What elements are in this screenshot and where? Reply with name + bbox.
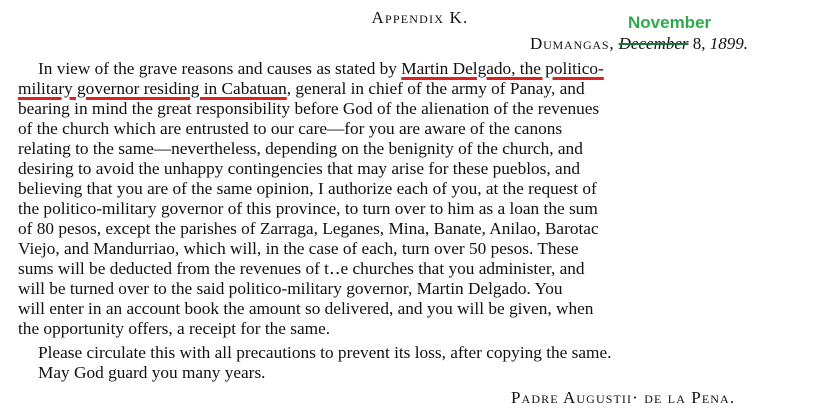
text-line-7: believing that you are of the same opinion, I authorize each of you, at the request of [18, 179, 597, 198]
text-line-1 [38, 59, 604, 79]
handwritten-annotation: November [628, 13, 712, 32]
text-line-6: desiring to avoid the unhappy contingencies that may arise for these pueblos, and [18, 159, 580, 178]
text-line-4: of the church which are entrusted to our care—for you are aware of the canons [18, 119, 563, 138]
text-line-16: May God guard you many years. [38, 363, 266, 382]
signature: Padre Augustiı· de la Pena. [511, 388, 736, 407]
text-line-8: the politico-military governor of this province, to turn over to him as a loan the sum [18, 199, 598, 218]
text-line-10: Viejo, and Mandurriao, which will, in the case of each, turn over 50 pesos. These [18, 239, 579, 258]
text-line-11: sums will be deducted from the revenues of t‥e churches that you administer, and [18, 259, 585, 278]
text-line-12: will be turned over to the said politico-military governor, Martin Delgado. You [18, 279, 563, 298]
dateline-year: 1899. [705, 34, 749, 53]
dateline-place: Dumangas, [530, 34, 615, 53]
dateline-struck-month: December [618, 34, 689, 53]
text-line-14: the opportunity offers, a receipt for the same. [18, 319, 331, 338]
dateline [530, 34, 748, 54]
text-line-5: relating to the same—nevertheless, depending on the benignity of the church, and [18, 139, 583, 158]
text-line-9: of 80 pesos, except the parishes of Zarraga, Leganes, Mina, Banate, Anilao, Barotac [18, 219, 599, 238]
line2-text: , general in chief of the army of Panay, and [286, 79, 585, 98]
text-line-2 [18, 79, 585, 99]
line1-text: In view of the grave reasons and causes as stated by [38, 59, 402, 78]
text-line-3: bearing in mind the great responsibility before God of the alienation of the revenues [18, 99, 600, 118]
underlined-name: Martin Delgado, the politico- [401, 59, 604, 78]
appendix-heading: Appendix K. [371, 8, 469, 27]
text-line-15: Please circulate this with all precautions to prevent its loss, after copying the same. [38, 343, 612, 362]
text-line-13: will enter in an account book the amount so delivered, and you will be given, when [18, 299, 594, 318]
underlined-title: military governor residing in Cabatuan [18, 79, 287, 98]
dateline-day: 8, [688, 34, 706, 53]
